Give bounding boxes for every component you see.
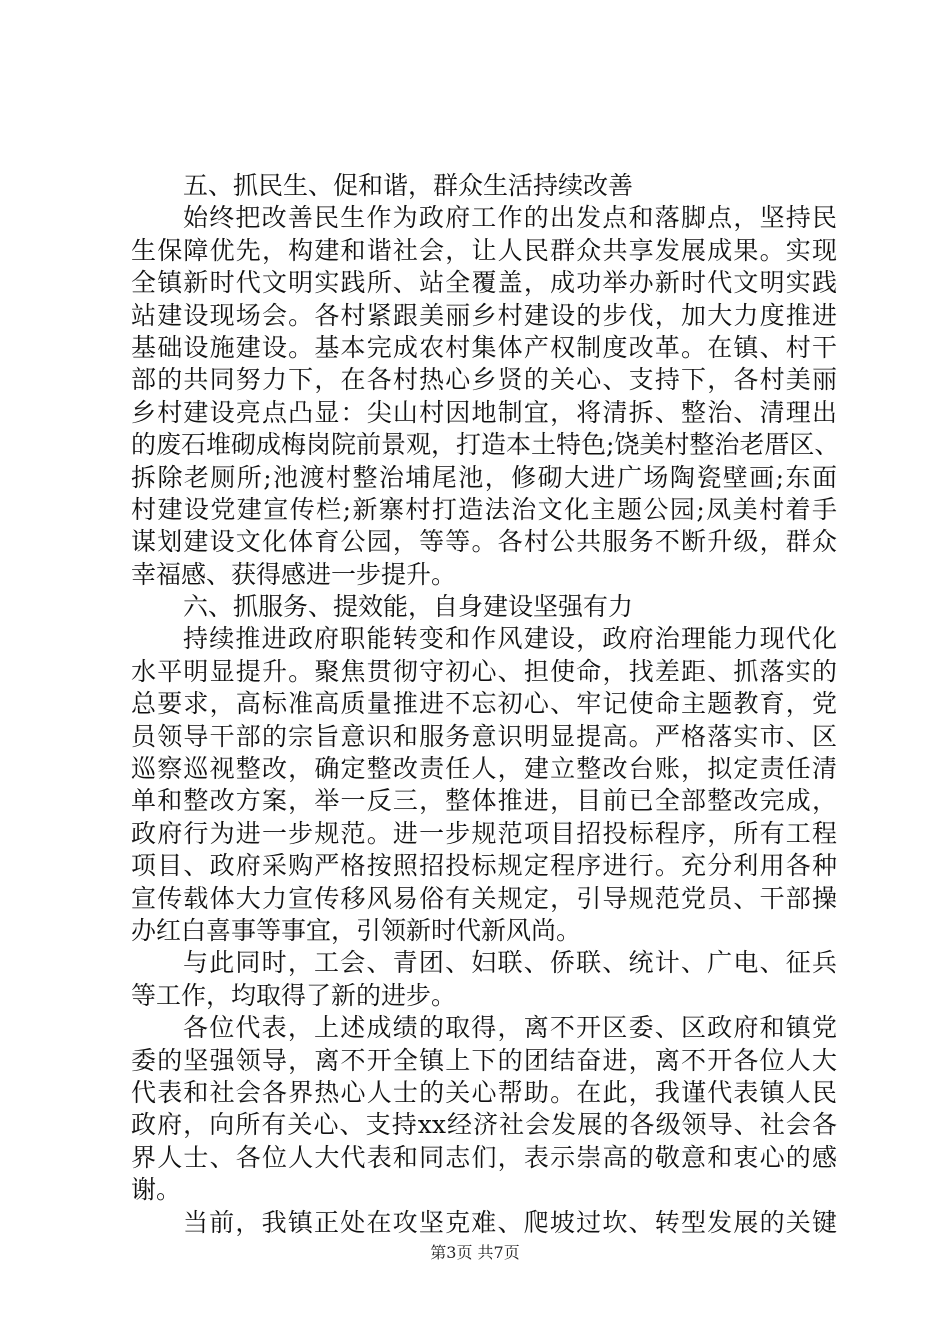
paragraph-line: 政府行为进一步规范。进一步规范项目招投标程序，所有工程	[131, 818, 837, 848]
paragraph-line: 当前，我镇正处在攻坚克难、爬坡过坎、转型发展的关键	[183, 1207, 837, 1237]
paragraph-line: 委的坚强领导，离不开全镇上下的团结奋进，离不开各位人大	[131, 1045, 837, 1075]
section-heading: 六、抓服务、提效能，自身建设坚强有力	[183, 592, 634, 622]
paragraph-line: 宣传载体大力宣传移风易俗有关规定，引导规范党员、干部操	[131, 883, 837, 913]
paragraph-line: 办红白喜事等事宜，引领新时代新风尚。	[131, 915, 582, 945]
paragraph-line: 谢。	[131, 1175, 182, 1205]
paragraph-line: 项目、政府采购严格按照招投标规定程序进行。充分利用各种	[131, 851, 837, 881]
paragraph-line: 与此同时，工会、青团、妇联、侨联、统计、广电、征兵	[183, 948, 837, 978]
paragraph-line: 总要求，高标准高质量推进不忘初心、牢记使命主题教育，党	[131, 689, 837, 719]
paragraph-line: 部的共同努力下，在各村热心乡贤的关心、支持下，各村美丽	[131, 365, 837, 395]
paragraph-line: 各位代表，上述成绩的取得，离不开区委、区政府和镇党	[183, 1013, 837, 1043]
document-body	[131, 170, 840, 1239]
section-heading: 五、抓民生、促和谐，群众生活持续改善	[183, 171, 634, 200]
paragraph-line: 政府，向所有关心、支持xx经济社会发展的各级领导、社会各	[131, 1110, 837, 1140]
paragraph-line: 全镇新时代文明实践所、站全覆盖，成功举办新时代文明实践	[131, 268, 837, 298]
paragraph-line: 乡村建设亮点凸显：尖山村因地制宜，将清拆、整治、清理出	[131, 397, 837, 427]
paragraph-line: 生保障优先，构建和谐社会，让人民群众共享发展成果。实现	[131, 235, 837, 265]
paragraph-line: 单和整改方案，举一反三，整体推进，目前已全部整改完成，	[131, 786, 837, 816]
paragraph-line: 持续推进政府职能转变和作风建设，政府治理能力现代化	[183, 624, 837, 654]
paragraph-line: 拆除老厕所;池渡村整治埔尾池，修砌大进广场陶瓷壁画;东面	[131, 462, 837, 492]
paragraph-line: 水平明显提升。聚焦贯彻守初心、担使命，找差距、抓落实的	[131, 656, 837, 686]
paragraph-line: 代表和社会各界热心人士的关心帮助。在此，我谨代表镇人民	[131, 1077, 837, 1107]
paragraph-line: 始终把改善民生作为政府工作的出发点和落脚点，坚持民	[183, 203, 837, 233]
paragraph-line: 界人士、各位人大代表和同志们，表示崇高的敬意和衷心的感	[131, 1142, 837, 1172]
paragraph-line: 巡察巡视整改，确定整改责任人，建立整改台账，拟定责任清	[131, 754, 837, 784]
paragraph-line: 等工作，均取得了新的进步。	[131, 980, 457, 1010]
paragraph-line: 员领导干部的宗旨意识和服务意识明显提高。严格落实市、区	[131, 721, 837, 751]
paragraph-line: 谋划建设文化体育公园，等等。各村公共服务不断升级，群众	[131, 527, 837, 557]
paragraph-line: 站建设现场会。各村紧跟美丽乡村建设的步伐，加大力度推进	[131, 300, 837, 330]
paragraph-line: 的废石堆砌成梅岗院前景观，打造本土特色;饶美村整治老厝区、	[131, 430, 840, 460]
paragraph-line: 村建设党建宣传栏;新寨村打造法治文化主题公园;凤美村着手	[131, 494, 837, 524]
page-footer: 第3页 共7页	[430, 1243, 520, 1262]
paragraph-line: 幸福感、获得感进一步提升。	[131, 559, 457, 589]
paragraph-line: 基础设施建设。基本完成农村集体产权制度改革。在镇、村干	[131, 332, 837, 362]
